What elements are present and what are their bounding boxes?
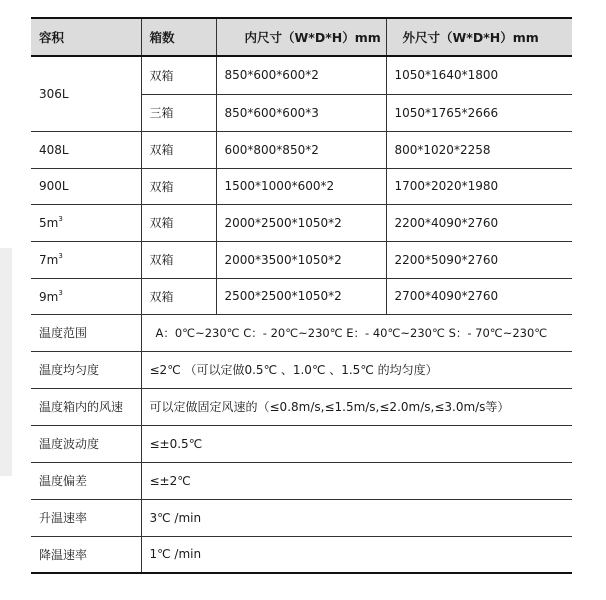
spec-value: 3℃ /min <box>141 499 572 536</box>
capacity-cell <box>31 241 141 278</box>
outer-size-cell: 2700*4090*2760 <box>386 278 572 314</box>
spec-label: 温度偏差 <box>31 462 141 499</box>
spec-value: ≤±0.5℃ <box>141 425 572 462</box>
table-row <box>31 241 572 278</box>
header-capacity: 容积 <box>31 18 141 56</box>
table-row <box>31 351 572 388</box>
spec-label: 温度箱内的风速 <box>31 388 141 425</box>
inner-size-cell: 850*600*600*2 <box>216 56 386 94</box>
capacity-value: 5m <box>39 216 59 230</box>
capacity-unit-exponent: 3 <box>58 215 63 223</box>
outer-size-cell: 2200*4090*2760 <box>386 204 572 241</box>
outer-size-cell: 1050*1765*2666 <box>386 94 572 131</box>
spec-label: 温度均匀度 <box>31 351 141 388</box>
outer-size-cell: 1050*1640*1800 <box>386 56 572 94</box>
inner-size-cell: 2000*3500*1050*2 <box>216 241 386 278</box>
inner-size-cell: 600*800*850*2 <box>216 131 386 168</box>
capacity-value: 7m <box>39 253 59 267</box>
spec-value: ≤2℃ （可以定做0.5℃ 、1.0℃ 、1.5℃ 的均匀度） <box>141 351 572 388</box>
spec-label: 温度范围 <box>31 314 141 351</box>
outer-size-cell: 2200*5090*2760 <box>386 241 572 278</box>
table-row <box>31 499 572 536</box>
capacity-cell <box>31 278 141 314</box>
boxes-cell: 双箱 <box>141 204 216 241</box>
spec-table <box>31 17 572 574</box>
capacity-cell: 900L <box>31 168 141 204</box>
table-row <box>31 204 572 241</box>
capacity-unit-exponent: 3 <box>58 288 63 297</box>
boxes-cell: 双箱 <box>141 241 216 278</box>
outer-size-cell: 1700*2020*1980 <box>386 168 572 204</box>
inner-size-cell: 2000*2500*1050*2 <box>216 204 386 241</box>
spec-label: 升温速率 <box>31 499 141 536</box>
capacity-cell: 408L <box>31 131 141 168</box>
table-row <box>31 388 572 425</box>
header-boxes: 箱数 <box>141 18 216 56</box>
capacity-cell <box>31 204 141 241</box>
header-outer-size: 外尺寸（W*D*H）mm <box>386 18 572 56</box>
spec-label: 降温速率 <box>31 536 141 573</box>
inner-size-cell: 850*600*600*3 <box>216 94 386 131</box>
table-row <box>31 56 572 94</box>
inner-size-cell: 1500*1000*600*2 <box>216 168 386 204</box>
header-row <box>31 18 572 56</box>
boxes-cell: 三箱 <box>141 94 216 131</box>
boxes-cell: 双箱 <box>141 56 216 94</box>
inner-size-cell: 2500*2500*1050*2 <box>216 278 386 314</box>
table-row <box>31 425 572 462</box>
header-inner-size: 内尺寸（W*D*H）mm <box>216 18 386 56</box>
table-row <box>31 168 572 204</box>
table-row <box>31 278 572 314</box>
capacity-cell: 306L <box>31 56 141 131</box>
spec-value: A：0℃~230℃ C：- 20℃~230℃ E：- 40℃~230℃ S：- 70℃~230℃ <box>141 314 572 351</box>
spec-value: 可以定做固定风速的（≤0.8m/s,≤1.5m/s,≤2.0m/s,≤3.0m/s等） <box>141 388 572 425</box>
boxes-cell: 双箱 <box>141 168 216 204</box>
capacity-value: 9m <box>39 289 59 304</box>
table-row <box>31 314 572 351</box>
spec-value: ≤±2℃ <box>141 462 572 499</box>
table-row <box>31 462 572 499</box>
table-row <box>31 536 572 573</box>
boxes-cell: 双箱 <box>141 278 216 314</box>
capacity-unit-exponent: 3 <box>58 252 63 260</box>
boxes-cell: 双箱 <box>141 131 216 168</box>
outer-size-cell: 800*1020*2258 <box>386 131 572 168</box>
spec-value: 1℃ /min <box>141 536 572 573</box>
spec-label: 温度波动度 <box>31 425 141 462</box>
page-edge <box>0 248 12 476</box>
table-row <box>31 131 572 168</box>
